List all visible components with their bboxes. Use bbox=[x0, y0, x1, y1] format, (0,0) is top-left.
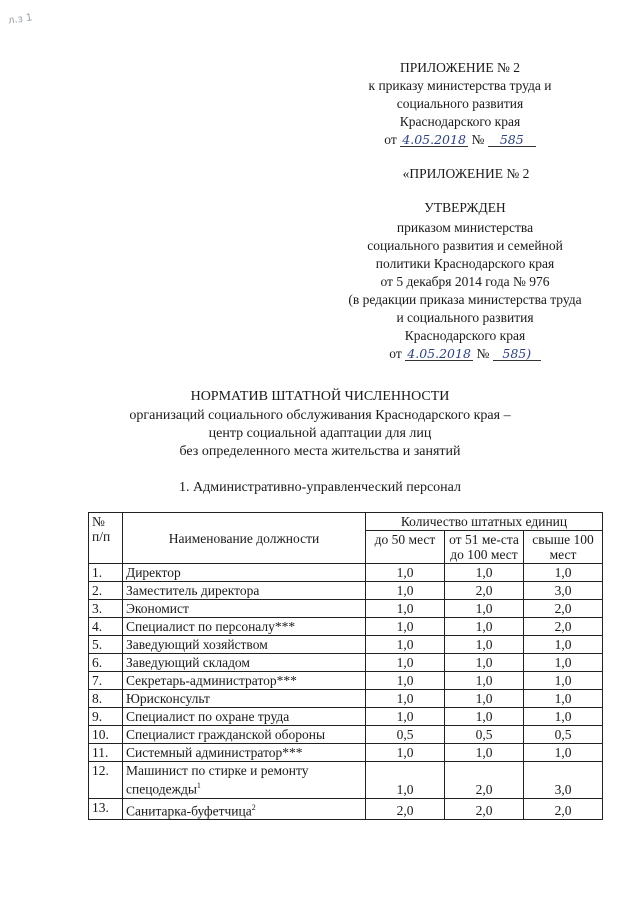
position-name bbox=[123, 762, 366, 799]
approval-line: (в редакции приказа министерства труда bbox=[348, 292, 582, 307]
value-51-to-100-text: 1,0 bbox=[475, 673, 493, 688]
value-up-to-50 bbox=[366, 600, 445, 618]
section-title: 1. Административно-управленческий персонал bbox=[179, 480, 461, 495]
value-over-100 bbox=[524, 618, 603, 636]
value-51-to-100-text: 1,0 bbox=[475, 601, 493, 616]
row-number bbox=[89, 690, 123, 708]
table-row bbox=[89, 690, 603, 708]
value-over-100-text: 0,5 bbox=[554, 727, 572, 742]
position-name-text: Санитарка-буфетчица bbox=[126, 803, 252, 818]
value-up-to-50 bbox=[366, 636, 445, 654]
value-up-to-50-text: 1,0 bbox=[396, 583, 414, 598]
value-up-to-50 bbox=[366, 672, 445, 690]
table-row bbox=[89, 654, 603, 672]
col-name-header: Наименование должности bbox=[123, 513, 366, 564]
value-51-to-100-text: 0,5 bbox=[475, 727, 493, 742]
row-number-text: 3. bbox=[92, 601, 103, 616]
position-name bbox=[123, 654, 366, 672]
value-up-to-50-text: 1,0 bbox=[396, 565, 414, 580]
value-over-100 bbox=[524, 582, 603, 600]
approval-line: приказом министерства bbox=[396, 220, 534, 235]
handwritten-number: 585) bbox=[493, 347, 541, 361]
position-name bbox=[123, 672, 366, 690]
value-up-to-50 bbox=[366, 564, 445, 582]
position-name bbox=[123, 618, 366, 636]
document-subtitle: без определенного места жительства и занятий bbox=[179, 444, 461, 459]
position-name bbox=[123, 564, 366, 582]
appendix-line: социального развития bbox=[396, 96, 524, 111]
value-51-to-100 bbox=[445, 600, 524, 618]
row-number bbox=[89, 654, 123, 672]
value-up-to-50-text: 1,0 bbox=[396, 619, 414, 634]
value-up-to-50 bbox=[366, 744, 445, 762]
value-over-100-text: 2,0 bbox=[554, 803, 572, 818]
row-number-text: 2. bbox=[92, 583, 103, 598]
position-name-text: Секретарь-администратор*** bbox=[126, 673, 297, 688]
col-a-header: до 50 мест bbox=[366, 531, 445, 564]
table-row bbox=[89, 618, 603, 636]
position-name-text: Заведующий хозяйством bbox=[126, 637, 268, 652]
value-51-to-100-text: 2,0 bbox=[475, 583, 493, 598]
value-over-100 bbox=[524, 564, 603, 582]
approval-line: и социального развития bbox=[396, 310, 534, 325]
value-over-100-text: 3,0 bbox=[554, 781, 572, 797]
value-51-to-100 bbox=[445, 654, 524, 672]
position-name-text: Специалист по персоналу*** bbox=[126, 619, 296, 634]
value-over-100-text: 3,0 bbox=[554, 583, 572, 598]
table-header-row bbox=[89, 513, 603, 531]
value-up-to-50 bbox=[366, 708, 445, 726]
document-title: НОРМАТИВ ШТАТНОЙ ЧИСЛЕННОСТИ bbox=[190, 389, 450, 404]
table-row bbox=[89, 582, 603, 600]
position-name bbox=[123, 582, 366, 600]
date-prefix: от bbox=[384, 132, 397, 147]
appendix-line: к приказу министерства труда и bbox=[368, 78, 552, 93]
appendix-date-line bbox=[340, 132, 580, 148]
value-up-to-50-text: 2,0 bbox=[396, 803, 414, 818]
value-over-100 bbox=[524, 600, 603, 618]
value-51-to-100 bbox=[445, 708, 524, 726]
col-group-header: Количество штатных единиц bbox=[366, 513, 603, 531]
value-over-100-text: 1,0 bbox=[554, 709, 572, 724]
row-number bbox=[89, 726, 123, 744]
value-51-to-100-text: 2,0 bbox=[475, 781, 493, 797]
value-up-to-50-text: 1,0 bbox=[396, 673, 414, 688]
approval-block bbox=[320, 200, 610, 362]
value-51-to-100-text: 1,0 bbox=[475, 637, 493, 652]
position-name-text: Экономист bbox=[126, 601, 189, 616]
value-up-to-50-text: 1,0 bbox=[396, 601, 414, 616]
value-over-100-text: 1,0 bbox=[554, 655, 572, 670]
value-over-100 bbox=[524, 636, 603, 654]
value-up-to-50 bbox=[366, 690, 445, 708]
value-51-to-100 bbox=[445, 798, 524, 820]
col-b-header: от 51 ме-ста до 100 мест bbox=[445, 531, 524, 564]
col-number-header: № п/п bbox=[89, 513, 123, 564]
value-over-100 bbox=[524, 798, 603, 820]
value-over-100 bbox=[524, 690, 603, 708]
value-over-100-text: 1,0 bbox=[554, 637, 572, 652]
value-51-to-100-text: 1,0 bbox=[475, 655, 493, 670]
appendix-header bbox=[340, 60, 580, 148]
value-over-100-text: 1,0 bbox=[554, 745, 572, 760]
table-row bbox=[89, 600, 603, 618]
row-number bbox=[89, 744, 123, 762]
position-name bbox=[123, 726, 366, 744]
row-number-text: 9. bbox=[92, 709, 103, 724]
value-51-to-100-text: 1,0 bbox=[475, 745, 493, 760]
position-name-text: Заместитель директора bbox=[126, 583, 260, 598]
value-up-to-50 bbox=[366, 582, 445, 600]
value-51-to-100-text: 1,0 bbox=[475, 709, 493, 724]
handwritten-number: 585 bbox=[488, 133, 536, 147]
footnote-marker: 2 bbox=[251, 802, 256, 812]
position-name-text: Директор bbox=[126, 565, 181, 580]
table-row bbox=[89, 762, 603, 799]
row-number-text: 5. bbox=[92, 637, 103, 652]
handwritten-date: 4.05.2018 bbox=[400, 133, 468, 147]
position-name bbox=[123, 600, 366, 618]
document-subtitle: центр социальной адаптации для лиц bbox=[208, 426, 432, 441]
number-prefix: № bbox=[476, 346, 490, 361]
value-over-100-text: 1,0 bbox=[554, 673, 572, 688]
value-up-to-50-text: 1,0 bbox=[396, 691, 414, 706]
value-51-to-100 bbox=[445, 744, 524, 762]
value-over-100 bbox=[524, 744, 603, 762]
row-number-text: 11. bbox=[92, 745, 109, 760]
position-name bbox=[123, 708, 366, 726]
row-number bbox=[89, 564, 123, 582]
row-number-text: 1. bbox=[92, 565, 103, 580]
value-up-to-50 bbox=[366, 762, 445, 799]
row-number bbox=[89, 600, 123, 618]
approval-line: социального развития и семейной bbox=[367, 238, 563, 253]
value-over-100 bbox=[524, 654, 603, 672]
row-number bbox=[89, 798, 123, 820]
row-number bbox=[89, 636, 123, 654]
value-51-to-100 bbox=[445, 690, 524, 708]
table-row bbox=[89, 726, 603, 744]
footnote-marker: 1 bbox=[196, 781, 201, 790]
row-number bbox=[89, 708, 123, 726]
value-51-to-100-text: 1,0 bbox=[475, 691, 493, 706]
value-over-100 bbox=[524, 726, 603, 744]
appendix-title: ПРИЛОЖЕНИЕ № 2 bbox=[399, 60, 521, 75]
value-up-to-50-text: 1,0 bbox=[396, 709, 414, 724]
number-prefix: № bbox=[471, 132, 485, 147]
value-up-to-50-text: 0,5 bbox=[396, 727, 414, 742]
value-51-to-100 bbox=[445, 636, 524, 654]
value-over-100 bbox=[524, 762, 603, 799]
approval-line: Краснодарского края bbox=[404, 328, 526, 343]
table-row bbox=[89, 708, 603, 726]
row-number bbox=[89, 672, 123, 690]
table-row bbox=[89, 798, 603, 820]
value-51-to-100 bbox=[445, 726, 524, 744]
value-51-to-100 bbox=[445, 762, 524, 799]
value-51-to-100-text: 1,0 bbox=[475, 565, 493, 580]
value-51-to-100 bbox=[445, 564, 524, 582]
value-up-to-50 bbox=[366, 654, 445, 672]
appendix2-title: «ПРИЛОЖЕНИЕ № 2 bbox=[402, 166, 530, 181]
handwritten-date: 4.05.2018 bbox=[405, 347, 473, 361]
staffing-table bbox=[88, 512, 603, 820]
value-over-100 bbox=[524, 672, 603, 690]
row-number-text: 7. bbox=[92, 673, 103, 688]
value-over-100-text: 1,0 bbox=[554, 691, 572, 706]
appendix-line: Краснодарского края bbox=[399, 114, 521, 129]
position-name-text: Юрисконсульт bbox=[126, 691, 210, 706]
table-row bbox=[89, 564, 603, 582]
table-row bbox=[89, 744, 603, 762]
row-number-text: 4. bbox=[92, 619, 103, 634]
value-up-to-50 bbox=[366, 798, 445, 820]
row-number bbox=[89, 762, 123, 799]
position-name-text: Специалист по охране труда bbox=[126, 709, 290, 724]
table-row bbox=[89, 636, 603, 654]
row-number-text: 8. bbox=[92, 691, 103, 706]
approved-heading: УТВЕРЖДЕН bbox=[424, 200, 506, 215]
value-51-to-100-text: 2,0 bbox=[475, 803, 493, 818]
value-up-to-50-text: 1,0 bbox=[396, 655, 414, 670]
corner-note: л.з 1 bbox=[7, 12, 34, 27]
value-over-100-text: 2,0 bbox=[554, 619, 572, 634]
approval-line: политики Краснодарского края bbox=[375, 256, 555, 271]
table-row bbox=[89, 672, 603, 690]
value-over-100-text: 1,0 bbox=[554, 565, 572, 580]
value-51-to-100 bbox=[445, 582, 524, 600]
position-name-text: Машинист по стирке и ремонту спецодежды bbox=[126, 763, 309, 797]
value-51-to-100 bbox=[445, 672, 524, 690]
position-name bbox=[123, 690, 366, 708]
col-c-header: свыше 100 мест bbox=[524, 531, 603, 564]
position-name bbox=[123, 636, 366, 654]
value-51-to-100-text: 1,0 bbox=[475, 619, 493, 634]
value-over-100-text: 2,0 bbox=[554, 601, 572, 616]
document-subtitle: организаций социального обслуживания Краснодарского края – bbox=[129, 408, 511, 423]
row-number-text: 13. bbox=[92, 799, 109, 815]
position-name-text: Специалист гражданской обороны bbox=[126, 727, 326, 742]
row-number-text: 12. bbox=[92, 763, 109, 778]
row-number-text: 6. bbox=[92, 655, 103, 670]
value-51-to-100 bbox=[445, 618, 524, 636]
approval-date-line bbox=[320, 346, 610, 362]
position-name bbox=[123, 798, 366, 820]
value-up-to-50 bbox=[366, 618, 445, 636]
value-up-to-50-text: 1,0 bbox=[396, 637, 414, 652]
position-name bbox=[123, 744, 366, 762]
date-prefix: от bbox=[389, 346, 402, 361]
row-number bbox=[89, 618, 123, 636]
value-over-100 bbox=[524, 708, 603, 726]
value-up-to-50-text: 1,0 bbox=[396, 745, 414, 760]
approval-line: от 5 декабря 2014 года № 976 bbox=[380, 274, 550, 289]
position-name-text: Заведующий складом bbox=[126, 655, 250, 670]
row-number bbox=[89, 582, 123, 600]
value-up-to-50-text: 1,0 bbox=[396, 781, 414, 797]
position-name-text: Системный администратор*** bbox=[126, 745, 303, 760]
value-up-to-50 bbox=[366, 726, 445, 744]
row-number-text: 10. bbox=[92, 727, 109, 742]
